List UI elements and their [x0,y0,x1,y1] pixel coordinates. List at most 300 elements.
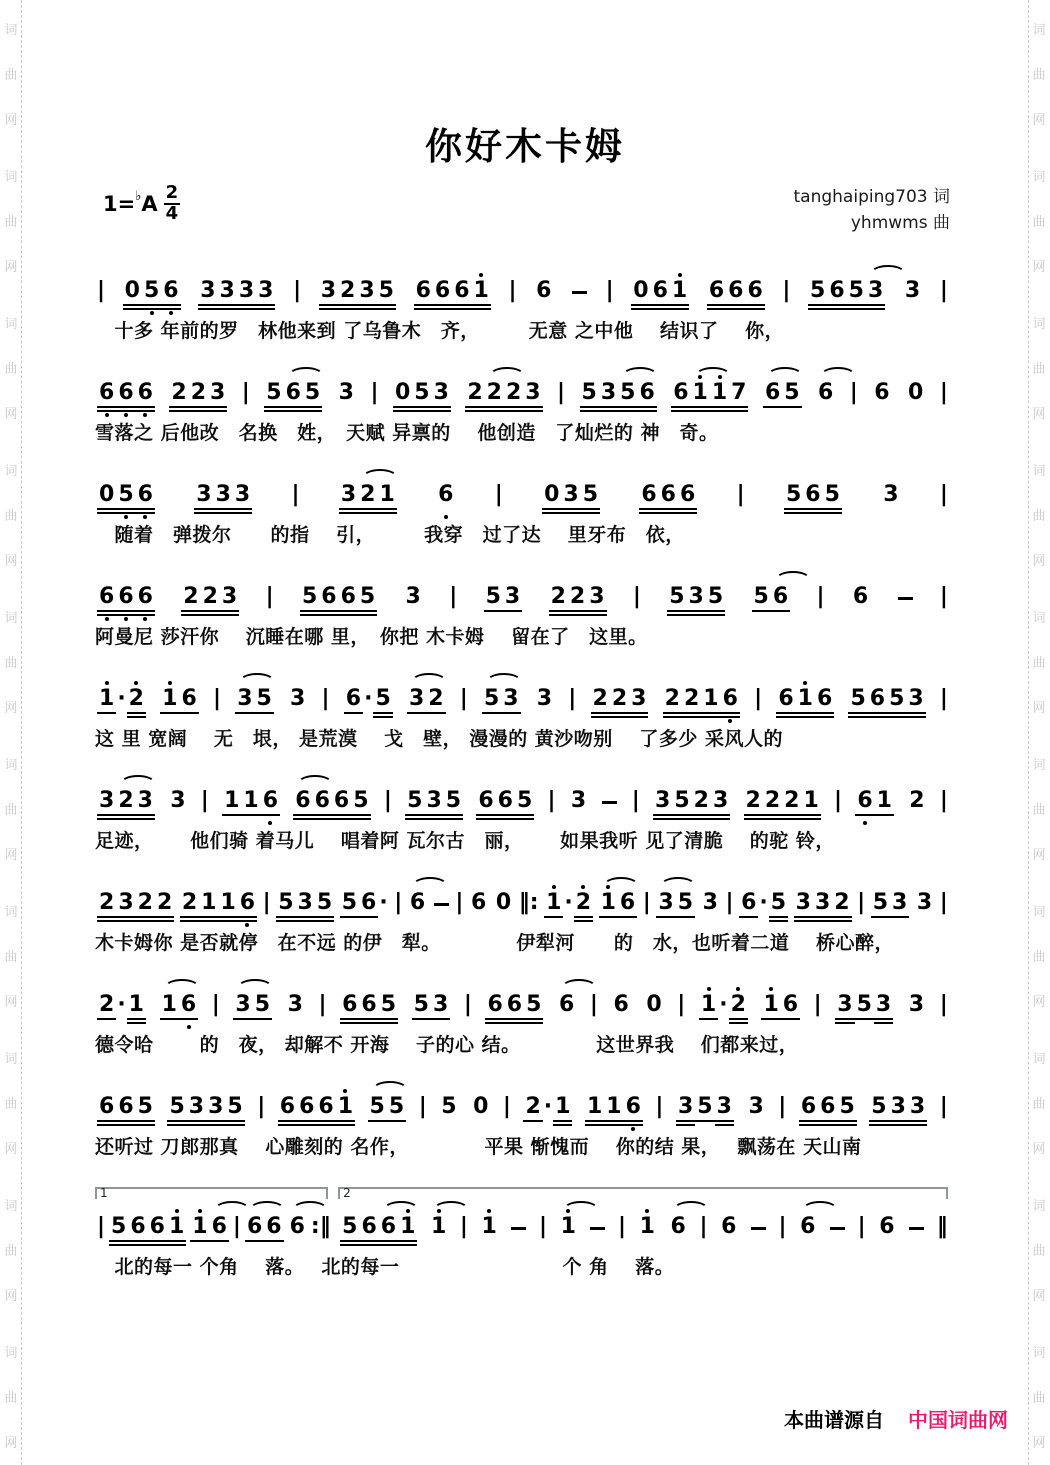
watermark-char: 词 [4,1052,18,1067]
beat-group [611,981,630,1027]
beat-group [181,573,239,619]
note: 5 [315,879,334,925]
note: 3 [407,675,426,721]
note: 6 [339,573,358,619]
note: 2 [744,777,763,823]
watermark-char: 词 [1032,758,1046,773]
beat-group [198,267,275,313]
volta-second-ending [338,1185,950,1249]
note: 5 [303,369,322,415]
note: 2 [97,981,116,1027]
beat-group [429,1203,448,1249]
beat-group [465,369,542,415]
beat-group [872,369,891,415]
note: 3 [676,1083,695,1129]
volta-bracket [338,1187,948,1199]
note: 3 [296,879,315,925]
score-line [95,369,950,445]
note: 6 [827,267,846,313]
beat-group [190,1203,229,1249]
watermark-char: 词 [4,464,18,479]
note: 6 [284,369,303,415]
note: 2 [568,573,587,619]
note: 2 [523,1083,542,1129]
barline: | [538,1213,547,1239]
volta-first-ending [95,1185,330,1249]
note: 3 [835,981,854,1027]
lyrics-row: 足迹， 他们骑 着马儿 唱着阿 瓦尔古 丽， 如果我听 见了清脆 的驼 铃， [95,829,835,852]
score-line [95,1083,950,1159]
beat-group [585,1083,643,1129]
note: 3 [206,1083,225,1129]
note: 6 [852,583,869,609]
score-line [95,267,950,343]
note: 3 [136,777,155,823]
watermark-char: 词 [1032,1199,1046,1214]
note: 1 [638,1203,657,1249]
beat-group [667,573,725,619]
watermark-right [1030,8,1048,1465]
note: 5 [784,471,803,517]
beat-group [160,981,199,1027]
augmentation-dot: · [564,889,573,915]
note: 0 [495,889,512,915]
note: 3 [194,471,213,517]
barline: | [463,991,472,1017]
watermark-char: 曲 [4,362,18,377]
augmentation-dot: · [719,991,728,1017]
note: 1 [585,1083,604,1129]
barline: | [232,1213,241,1239]
beat-group [233,981,272,1027]
barline: | [939,685,948,711]
watermark-char: 曲 [1032,803,1046,818]
watermark-char: 网 [4,701,18,716]
note: 3 [908,1083,927,1129]
notes-row [95,879,950,925]
beat-group [549,573,607,619]
beat-group [344,675,393,721]
key-signature [103,184,180,224]
note: 1 [199,879,218,925]
note: 5 [808,267,827,313]
right-dashed-border [1028,0,1029,1465]
note: 6 [816,369,835,415]
notes-row [95,675,950,721]
barline: | [782,277,791,303]
augmentation-dot: · [364,685,373,711]
meta-row [103,184,950,237]
note: 3 [715,1083,734,1129]
watermark-char: 曲 [4,1391,18,1406]
lyrics-row: 雪落之 后他改 名换 姓， 天赋 异禀的 他创造 了灿烂的 神 奇。 [95,421,719,444]
barline: | [211,991,220,1017]
note: 3 [405,583,421,609]
barline: | [605,277,614,303]
note: 3 [748,1093,764,1119]
note: 1 [553,1083,572,1129]
watermark-char: 网 [4,113,18,128]
watermark-char: 曲 [4,656,18,671]
lyrics-row: 北的每一 个角 落。 北的每一 个 角 落。 [95,1255,675,1278]
barline: | [754,685,763,711]
key-prefix: 1= [103,191,136,216]
beat-group [559,1203,578,1249]
beat-group [408,879,427,925]
note: 6 [476,777,495,823]
barline: | [394,889,403,915]
barline: | [97,1213,106,1239]
note: 6 [639,471,658,517]
note: 6 [97,573,116,619]
note: 2 [610,675,629,721]
beat-group [835,981,893,1027]
beat-group [794,879,852,925]
beat-group [569,777,588,823]
beat-group [656,879,695,925]
note: 6 [297,1083,316,1129]
score [95,267,950,1279]
note: 0 [631,267,650,313]
beat-group [848,675,925,721]
barline: | [939,583,948,609]
note: 6 [313,777,332,823]
beat-group [542,471,600,517]
note: 6 [868,675,887,721]
note: 3 [287,991,303,1017]
watermark-char: 网 [1032,1142,1046,1157]
barline: | [318,991,327,1017]
barline: | [813,991,822,1017]
beat-group [644,981,663,1027]
note: 2 [682,675,701,721]
note: 6 [485,981,504,1027]
meter-numerator: 2 [165,182,179,203]
beat-group [340,879,389,925]
barline: | [632,583,641,609]
note: 7 [729,369,748,415]
barline: | [939,889,948,915]
barline: | [857,889,866,915]
score-line [95,879,950,955]
note: 5 [871,879,890,925]
notes-row [95,1203,330,1249]
score-line [95,471,950,547]
note: 3 [916,889,933,915]
note: 6 [855,777,874,823]
beat-group [288,675,307,721]
beat-group [544,879,593,925]
note: 5 [676,879,695,925]
note: 1 [218,879,237,925]
notes-row [95,981,950,1027]
barline: | [589,991,598,1017]
note: 5 [769,879,788,925]
flat-icon: ♭ [135,189,142,205]
beat-group [276,879,334,925]
note: 2 [180,879,199,925]
watermark-char: 网 [1032,407,1046,422]
source-footer [784,1404,1008,1433]
watermark-char: 网 [1032,554,1046,569]
beat-group [906,369,925,415]
watermark-char: 曲 [4,68,18,83]
lyrics-row: 阿曼尼 莎汗你 沉睡在哪 里， 你把 木卡姆 留在了 这里。 [95,625,648,648]
note: 3 [208,369,227,415]
watermark-char: 网 [4,407,18,422]
barline: | [494,481,503,507]
note: 3 [599,369,618,415]
watermark-char: 曲 [4,215,18,230]
barline: | [778,1213,787,1239]
beat-group [340,1203,417,1249]
note: 5 [441,1093,457,1119]
beat-group [851,573,870,619]
beat-group [752,573,791,619]
source-site-link[interactable]: 中国词曲网 [908,1408,1008,1432]
beat-group [535,675,554,721]
beat-group [494,879,513,925]
note: 3 [97,777,116,823]
beat-group [339,471,397,517]
beat-group [784,471,842,517]
note: 2 [136,879,155,925]
note: 6 [245,1203,264,1249]
note: 6 [721,1213,737,1239]
note: 1 [875,777,894,823]
note: 0 [542,471,561,517]
watermark-char: 网 [1032,1436,1046,1451]
watermark-char: 网 [1032,848,1046,863]
note: 1 [479,1203,498,1249]
beat-group [393,369,451,415]
song-title: 你好木卡姆 [425,125,625,168]
score-line-volta [95,1185,950,1279]
note: 6 [136,369,155,415]
beat-group [599,879,638,925]
note: 6 [781,981,800,1027]
note: 5 [782,369,801,415]
notes-row [95,369,950,415]
beat-group [180,879,257,925]
note: 3 [906,675,925,721]
note: 3 [570,787,587,813]
beat-group [484,573,523,619]
beat-group [264,369,322,415]
watermark-char: 曲 [1032,215,1046,230]
note: 6 [879,1213,895,1239]
note: 3 [319,267,338,313]
barline: | [939,787,948,813]
note: 5 [109,1203,128,1249]
note: 6 [433,267,452,313]
note: 6 [624,1083,643,1129]
watermark-char: 曲 [4,950,18,965]
barline: | [265,583,274,609]
beat-group [168,777,187,823]
watermark-char: 词 [4,1199,18,1214]
duration-dash [906,1214,927,1249]
note: 1 [710,369,729,415]
barline: | [262,889,271,915]
lyrics-row: 十多 年前的罗 林他来到 了乌鲁木 齐， 无意 之中他 结识了 你， [95,319,785,342]
note: 6 [408,879,427,925]
note: 3 [656,879,675,925]
note: 3 [904,277,921,303]
note: 6 [136,471,155,517]
augmentation-dot: · [543,1093,553,1119]
note: 2 [729,981,748,1027]
note: 3 [501,675,520,721]
note: 3 [431,981,450,1027]
note: 6 [116,1083,135,1129]
source-label: 本曲谱源自 [784,1408,884,1432]
beat-group [653,777,730,823]
note: 2 [504,369,523,415]
note: 3 [908,991,925,1017]
note: 6 [659,471,678,517]
note: 5 [524,981,543,1027]
score-line [95,777,950,853]
barline: | [677,991,686,1017]
duration-dash [895,584,916,619]
note: 6 [651,267,670,313]
barline: | [778,1093,787,1119]
beat-group [469,879,488,925]
notes-row [95,267,950,313]
barline: | [939,481,948,507]
note: 1 [599,879,618,925]
beat-group [97,573,155,619]
duration-dash [587,1214,608,1249]
watermark-char: 词 [1032,611,1046,626]
beat-group [169,369,227,415]
note: 3 [233,981,252,1027]
note: 6 [776,675,795,721]
note: 2 [763,777,782,823]
note: 6 [739,879,758,925]
note: 2 [169,369,188,415]
note: 6 [332,777,351,823]
note: 6 [763,369,782,415]
barline: | [459,1213,468,1239]
note: 1 [160,981,179,1027]
watermark-char: 词 [4,611,18,626]
note: 3 [116,879,135,925]
watermark-char: 词 [4,23,18,38]
beat-group [761,981,800,1027]
note: 3 [523,369,542,415]
note: 5 [618,369,637,415]
note: 5 [167,1083,186,1129]
note: 2 [201,573,220,619]
beat-group [855,777,894,823]
note: 6 [818,1083,837,1129]
beat-group [915,879,934,925]
barline: | [857,1213,866,1239]
note: 3 [256,267,275,313]
watermark-char: 网 [4,554,18,569]
note: 5 [379,981,398,1027]
notes-row [95,777,950,823]
notes-row [95,471,950,517]
note: 6 [669,1203,688,1249]
note: 6 [557,981,576,1027]
lyrics-row: 还听过 刀郎那真 心雕刻的 名作， 平果 惭愧而 你的结 果， 飘荡在 天山南 [95,1135,862,1158]
note: 1 [559,1203,578,1249]
note: 3 [237,267,256,313]
watermark-char: 网 [1032,260,1046,275]
beat-group [436,471,455,517]
note: 6 [316,1083,335,1129]
duration-dash [431,890,452,925]
note: 6 [536,277,552,303]
beat-group [222,777,280,823]
note: 2 [127,675,146,721]
note: 2 [549,573,568,619]
beat-group [245,1203,284,1249]
key-tonic: A [141,191,158,216]
note: 1 [167,1203,186,1249]
barline: | [725,889,734,915]
barline: | [939,379,948,405]
barline: | [293,277,302,303]
barline: | [502,1093,511,1119]
beat-group [871,879,910,925]
beat-group [907,981,926,1027]
note: 6 [745,267,764,313]
note: 1 [241,777,260,823]
barline: | [834,787,843,813]
note: 3 [424,777,443,823]
note: 6 [238,879,257,925]
barline: | [257,1093,266,1119]
barline: | [449,583,458,609]
note: 6 [379,1203,398,1249]
note: 3 [187,1083,206,1129]
beat-group [123,267,181,313]
note: 5 [580,369,599,415]
barline: | [291,481,300,507]
barline: | [547,787,556,813]
watermark-char: 词 [1032,1346,1046,1361]
augmentation-dot: · [117,685,126,711]
note: 5 [377,267,396,313]
beat-group [471,1083,490,1129]
note: 6 [319,573,338,619]
note: 1 [377,471,396,517]
notes-row [338,1203,950,1249]
note: 6 [136,573,155,619]
note: 5 [340,1203,359,1249]
beat-group [167,1083,244,1129]
note: 1 [796,675,815,721]
note: 3 [813,879,832,925]
barline: | [655,1093,664,1119]
beat-group [439,1083,458,1129]
beat-group [319,267,396,313]
beat-group [639,471,697,517]
note: 3 [702,889,718,915]
note: 3 [235,675,254,721]
augmentation-dot: · [759,889,768,915]
note: 1 [429,1203,448,1249]
watermark-char: 词 [4,317,18,332]
beat-group [405,777,463,823]
watermark-char: 曲 [1032,1097,1046,1112]
note: 2 [591,675,610,721]
note: 1 [670,267,689,313]
